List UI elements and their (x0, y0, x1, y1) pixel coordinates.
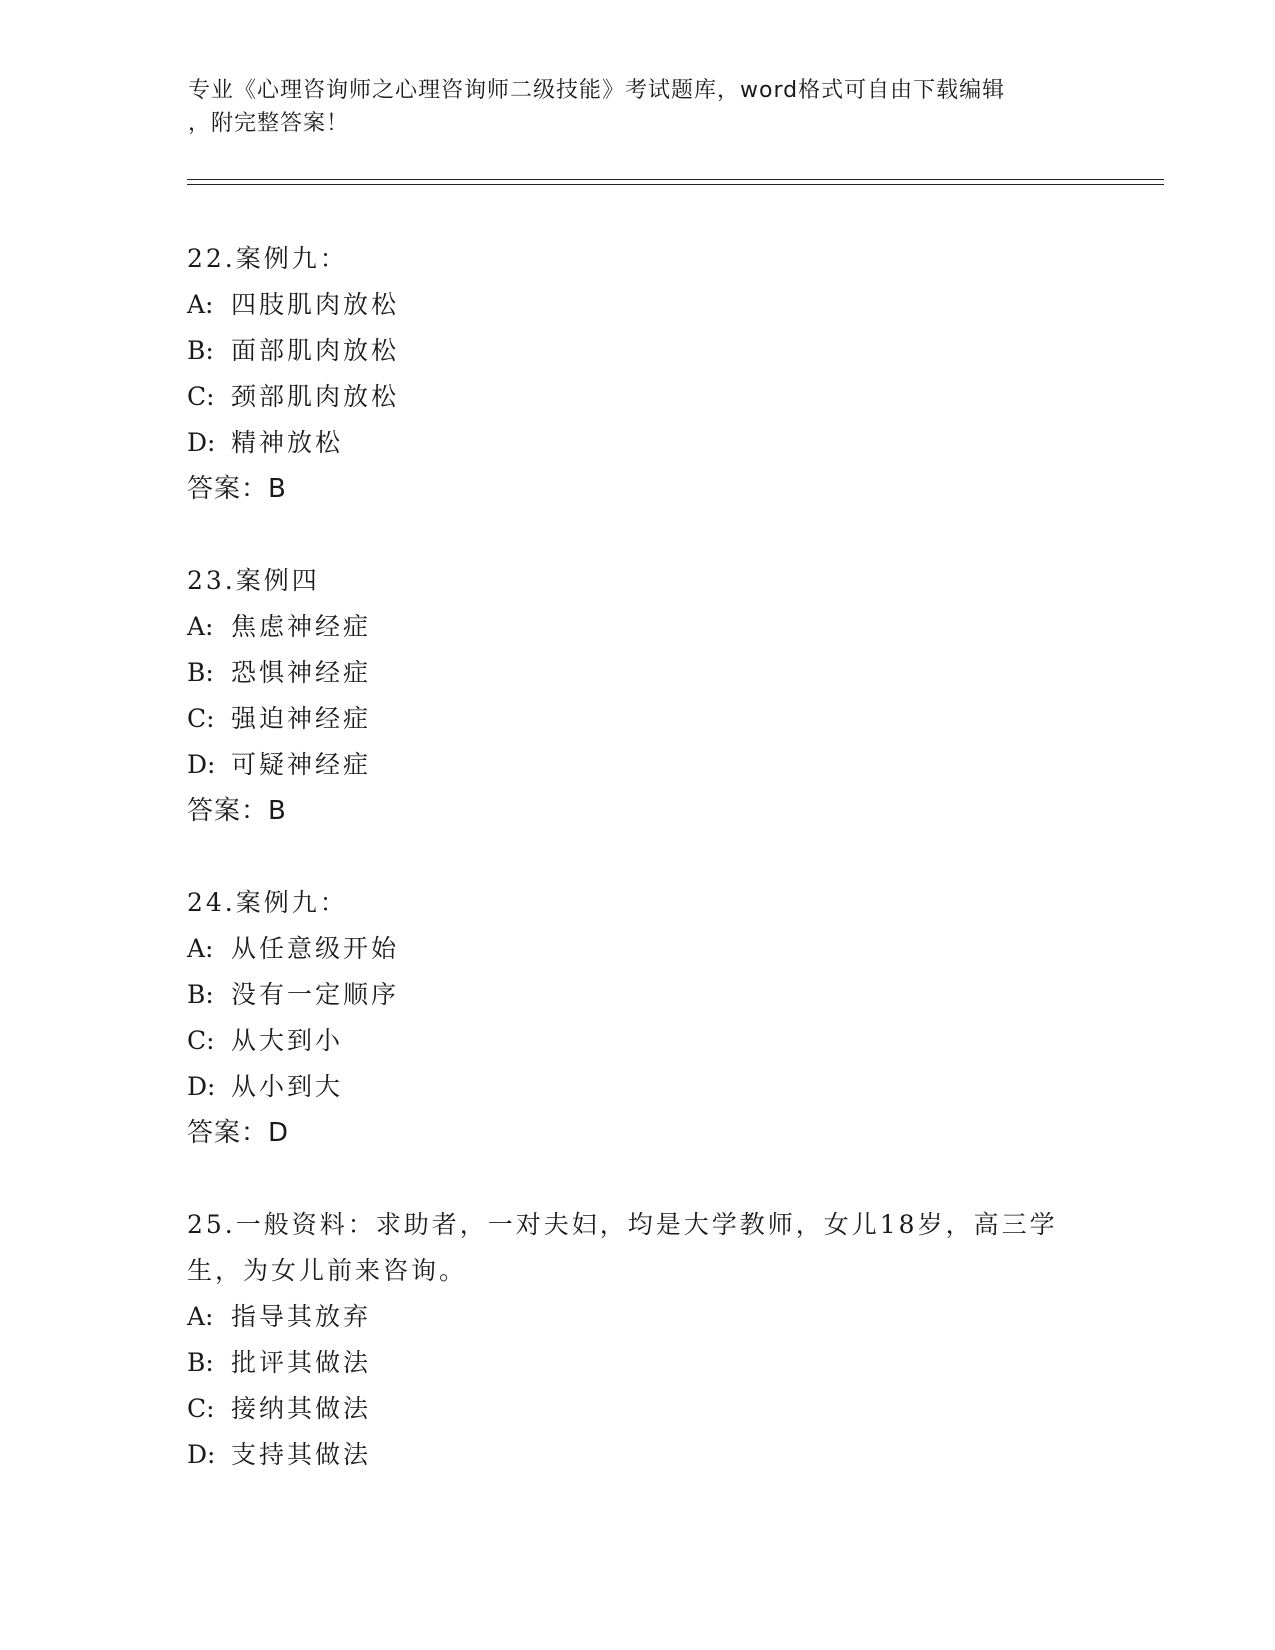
header-line-2: ，附完整答案！ (188, 111, 350, 136)
answer-label: 答案： (187, 796, 269, 826)
question-text: 案例四 (235, 566, 320, 595)
question-text: 案例九： (235, 244, 348, 273)
answer-line (187, 788, 1087, 834)
option-d (187, 1064, 1087, 1110)
option-letter: B: (187, 658, 214, 687)
question-title (187, 1202, 1067, 1294)
option-a (187, 1294, 1087, 1340)
question-title (187, 880, 1087, 926)
option-letter: A: (187, 612, 214, 641)
document-header (188, 74, 1088, 140)
option-letter: C: (187, 704, 215, 733)
option-text: 从小到大 (231, 1072, 344, 1101)
question-title (187, 558, 1087, 604)
option-letter: C: (187, 1394, 215, 1423)
option-b (187, 328, 1087, 374)
answer-value: D (268, 1118, 290, 1148)
answer-label: 答案： (187, 474, 269, 504)
option-text: 支持其做法 (231, 1440, 372, 1469)
option-text: 四肢肌肉放松 (231, 290, 400, 319)
question-number: 23. (187, 566, 236, 595)
option-letter: C: (187, 382, 215, 411)
option-d (187, 1432, 1087, 1478)
header-divider-top (187, 179, 1164, 180)
option-b (187, 972, 1087, 1018)
option-letter: A: (187, 934, 214, 963)
question-text: 案例九： (235, 888, 348, 917)
option-letter: B: (187, 980, 214, 1009)
option-text: 恐惧神经症 (231, 658, 372, 687)
answer-line (187, 1110, 1087, 1156)
option-text: 接纳其做法 (231, 1394, 372, 1423)
option-letter: D: (187, 1440, 216, 1469)
question-24 (187, 880, 1087, 1156)
question-title (187, 236, 1087, 282)
question-text: 一般资料：求助者，一对夫妇，均是大学教师，女儿18岁，高三学生，为女儿前来咨询。 (187, 1210, 1058, 1285)
option-letter: D: (187, 1072, 216, 1101)
option-text: 指导其放弃 (231, 1302, 372, 1331)
question-number: 24. (187, 888, 236, 917)
option-b (187, 1340, 1087, 1386)
option-text: 焦虑神经症 (231, 612, 372, 641)
option-text: 从大到小 (231, 1026, 344, 1055)
answer-label: 答案： (187, 1118, 269, 1148)
option-text: 强迫神经症 (231, 704, 372, 733)
option-c (187, 374, 1087, 420)
answer-value: B (268, 474, 287, 504)
option-letter: C: (187, 1026, 215, 1055)
question-22 (187, 236, 1087, 512)
option-a (187, 926, 1087, 972)
header-divider-bottom (187, 184, 1164, 185)
question-number: 25. (187, 1210, 236, 1239)
option-text: 可疑神经症 (231, 750, 372, 779)
option-text: 颈部肌肉放松 (231, 382, 400, 411)
option-text: 从任意级开始 (231, 934, 400, 963)
option-text: 面部肌肉放松 (231, 336, 400, 365)
option-letter: A: (187, 1302, 214, 1331)
option-b (187, 650, 1087, 696)
option-d (187, 420, 1087, 466)
answer-value: B (268, 796, 287, 826)
header-line-1: 专业《心理咨询师之心理咨询师二级技能》考试题库，word格式可自由下载编辑 (188, 78, 1006, 103)
option-a (187, 604, 1087, 650)
option-letter: D: (187, 750, 216, 779)
option-c (187, 1386, 1087, 1432)
option-letter: A: (187, 290, 214, 319)
option-d (187, 742, 1087, 788)
option-a (187, 282, 1087, 328)
option-text: 批评其做法 (231, 1348, 372, 1377)
option-text: 精神放松 (231, 428, 344, 457)
option-text: 没有一定顺序 (231, 980, 400, 1009)
option-letter: D: (187, 428, 216, 457)
question-25 (187, 1202, 1087, 1478)
question-23 (187, 558, 1087, 834)
option-c (187, 696, 1087, 742)
answer-line (187, 466, 1087, 512)
option-letter: B: (187, 1348, 214, 1377)
question-number: 22. (187, 244, 236, 273)
option-letter: B: (187, 336, 214, 365)
option-c (187, 1018, 1087, 1064)
